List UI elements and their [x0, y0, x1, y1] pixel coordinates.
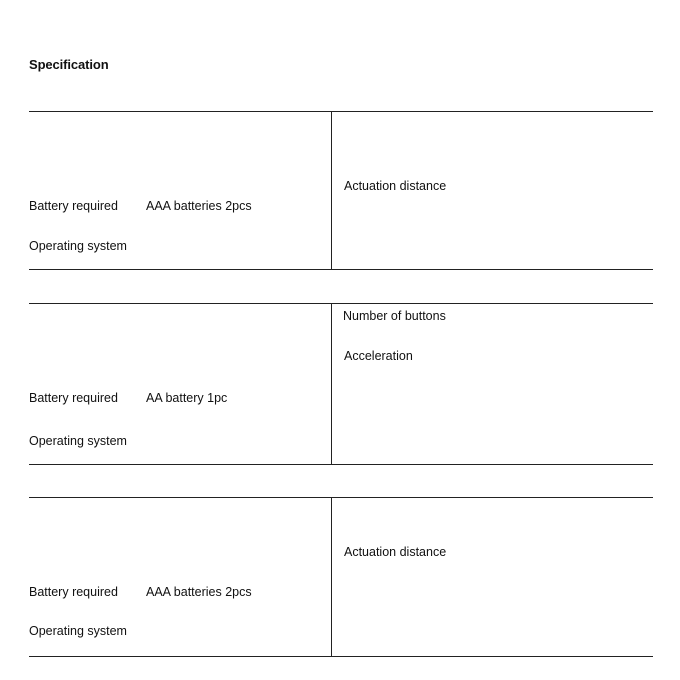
column-divider: [331, 304, 332, 464]
spec-table-1: [29, 111, 653, 270]
operating-system-label: Operating system: [29, 239, 127, 253]
actuation-distance-label: Actuation distance: [344, 179, 447, 193]
battery-required-value: AA battery 1pc: [146, 391, 228, 405]
battery-required-value: AAA batteries 2pcs: [146, 199, 252, 213]
operating-system-label: Operating system: [29, 434, 127, 448]
spec-table-2: [29, 303, 653, 465]
operating-system-label: Operating system: [29, 624, 127, 638]
actuation-distance-label: Actuation distance: [344, 545, 447, 559]
number-of-buttons-label: Number of buttons: [343, 309, 446, 323]
column-divider: [331, 498, 332, 656]
battery-required-label: Battery required: [29, 585, 118, 599]
battery-required-label: Battery required: [29, 391, 118, 405]
battery-required-value: AAA batteries 2pcs: [146, 585, 252, 599]
spec-table-3: [29, 497, 653, 657]
page-title: Specification: [29, 57, 109, 72]
column-divider: [331, 112, 332, 269]
acceleration-label: Acceleration: [344, 349, 413, 363]
battery-required-label: Battery required: [29, 199, 118, 213]
